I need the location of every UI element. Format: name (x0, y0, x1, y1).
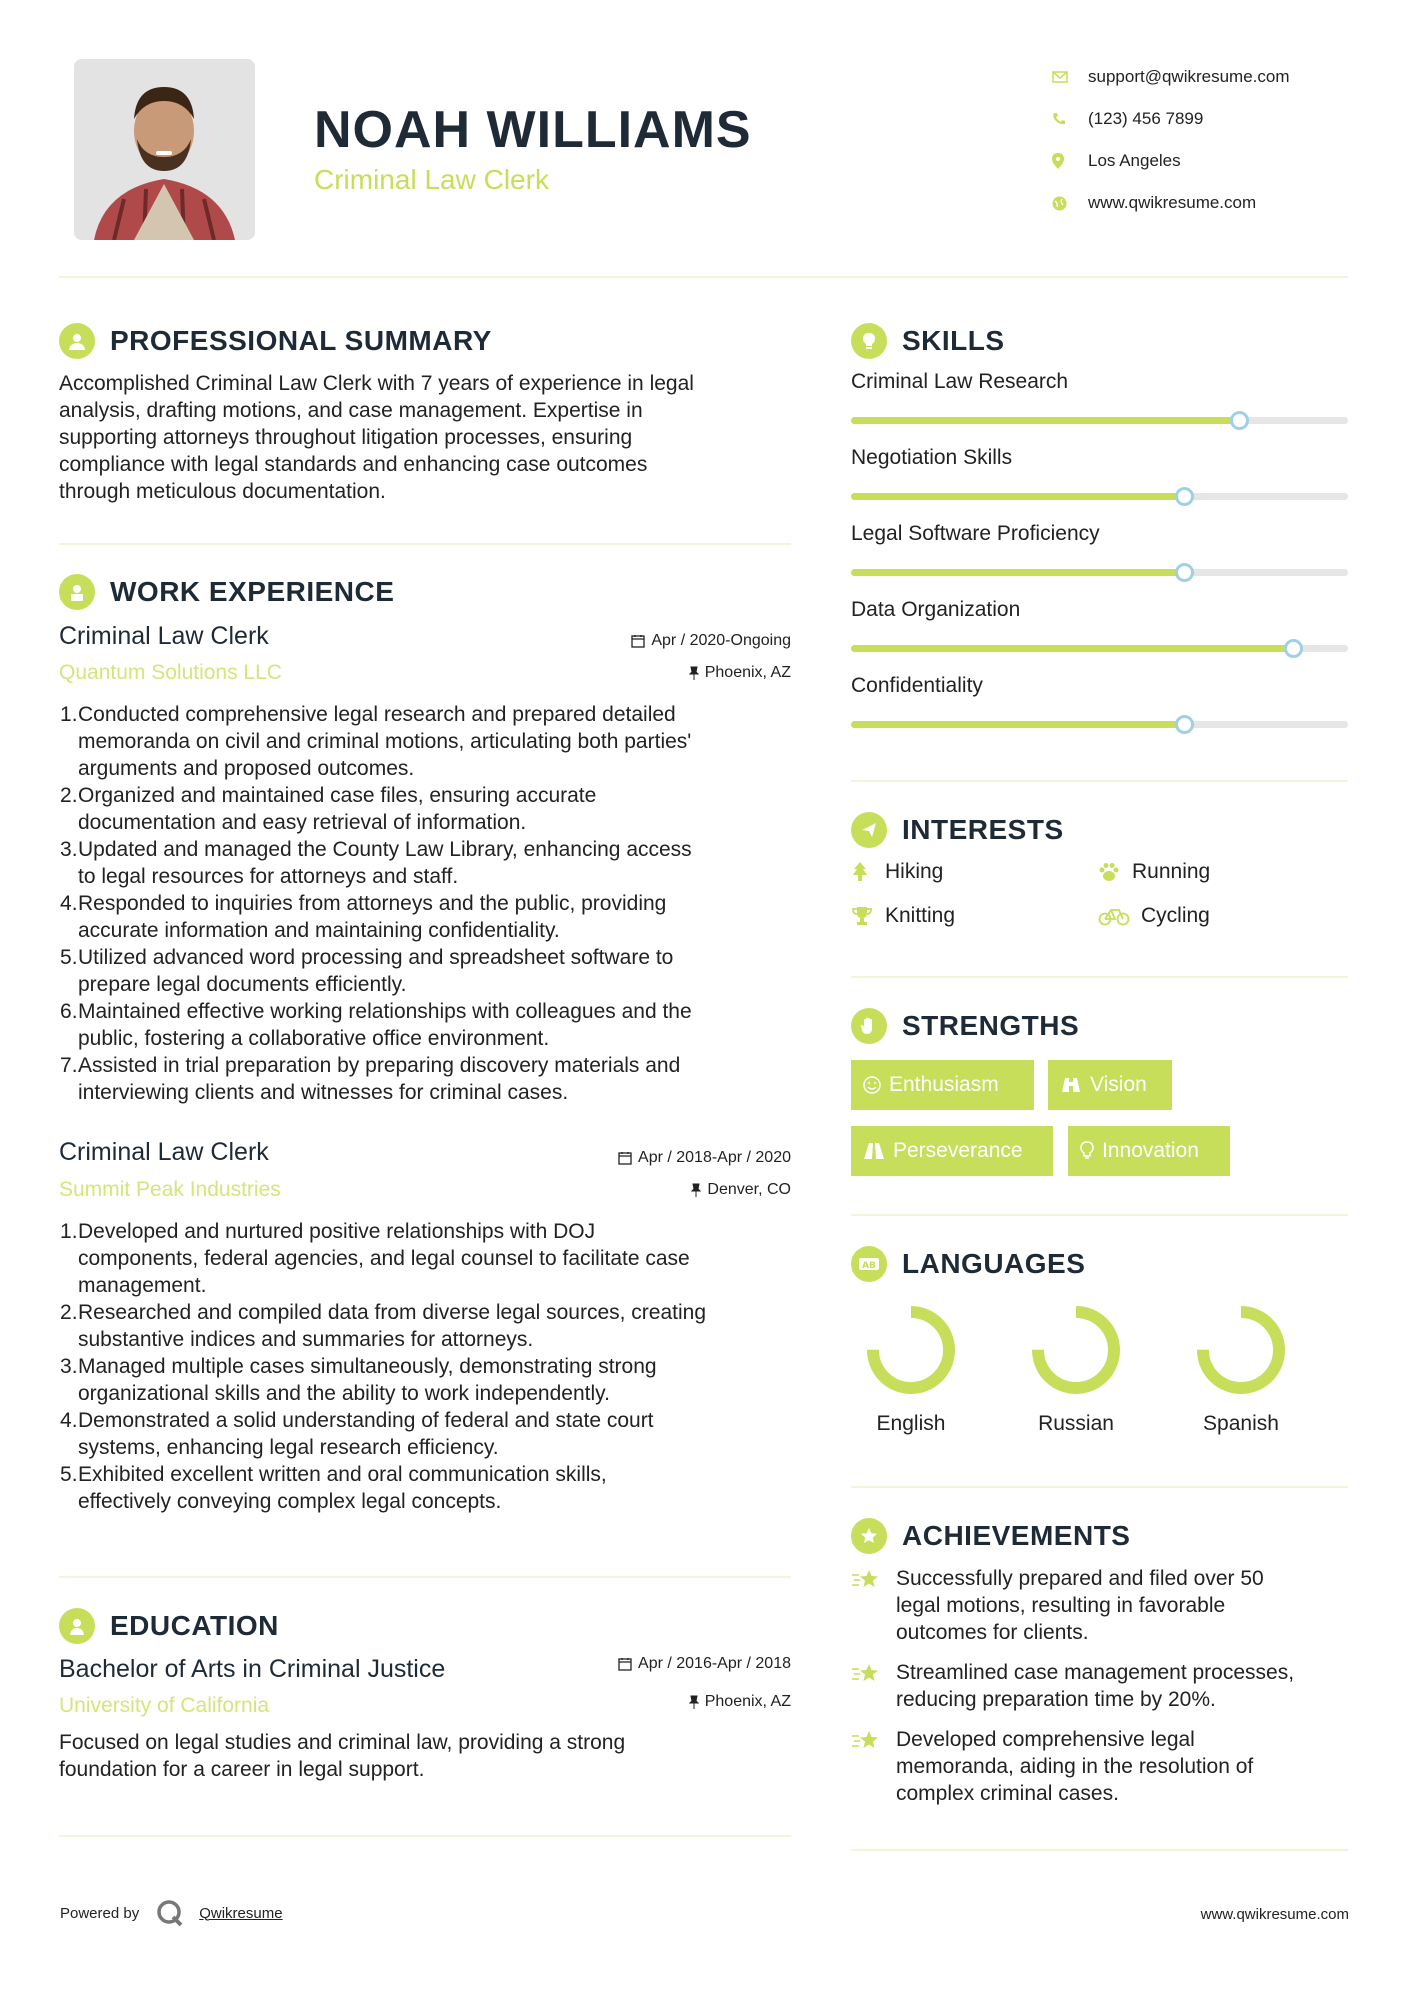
skill-bar (851, 569, 1348, 576)
globe-icon (1052, 193, 1088, 213)
calendar-icon (618, 1151, 632, 1165)
strengths-title: STRENGTHS (902, 1010, 1080, 1041)
hand-icon (851, 1008, 887, 1044)
candidate-name: NOAH WILLIAMS (314, 101, 752, 159)
contact-location (1052, 140, 1372, 182)
lightbulb-icon (1080, 1141, 1094, 1161)
skill-name: Confidentiality (851, 674, 983, 697)
pushpin-icon (689, 666, 699, 680)
education-divider (59, 1835, 791, 1837)
list-item: Assisted in trial preparation by preparing discovery materials and interviewing clients and witnesses for criminal cases. (78, 1054, 681, 1104)
language-ring-arc (1038, 1312, 1114, 1388)
skill-name: Negotiation Skills (851, 446, 1013, 469)
strength-chip-vision (1048, 1060, 1172, 1110)
summary-heading (59, 323, 492, 359)
header-divider (59, 276, 1348, 278)
summary-divider (59, 543, 791, 545)
bicycle-icon (1098, 906, 1141, 926)
pushpin-icon (689, 1695, 699, 1709)
paw-icon (1098, 862, 1132, 882)
strength-label: Perseverance (893, 1139, 1023, 1162)
contact-website-text: www.qwikresume.com (1088, 193, 1257, 212)
achievement-text: Developed comprehensive legal memoranda, aiding in the resolution of complex criminal cases. (896, 1728, 1254, 1805)
tree-icon (851, 861, 885, 883)
strengths-heading (851, 1008, 1079, 1044)
list-item: Managed multiple cases simultaneously, demonstrating strong organizational skills and the ability to work independently. (78, 1355, 657, 1405)
interests-divider (851, 976, 1348, 978)
interest-label: Cycling (1141, 904, 1210, 927)
interests-heading (851, 812, 1064, 848)
skill-bar-knob (1175, 563, 1194, 582)
skill-bar (851, 417, 1348, 424)
strength-chip-perseverance (851, 1126, 1053, 1176)
education-line: Focused on legal studies and criminal law, providing a strong (59, 1731, 626, 1754)
language-label: Spanish (1203, 1412, 1279, 1435)
footer-powered-by (60, 1898, 283, 1928)
strength-label: Vision (1090, 1073, 1147, 1096)
skills-title: SKILLS (902, 325, 1005, 356)
work-title: WORK EXPERIENCE (110, 576, 395, 607)
qwikresume-logo-icon (155, 1898, 185, 1928)
achievement-item (851, 1565, 1351, 1646)
list-item: Conducted comprehensive legal research and prepared detailed memoranda on civil and criminal motions, articulating both parties' arguments and proposed outcomes. (78, 703, 692, 780)
language-icon (851, 1246, 887, 1282)
skill-bar (851, 645, 1348, 652)
language-item (851, 1300, 971, 1436)
skills-heading (851, 323, 1005, 359)
calendar-icon (618, 1657, 632, 1671)
list-item: Updated and managed the County Law Library, enhancing access to legal resources for attorneys and staff. (78, 838, 692, 888)
strength-label: Innovation (1102, 1139, 1199, 1162)
map-pin-icon (1052, 151, 1088, 171)
smile-icon (863, 1076, 881, 1094)
achievements-heading (851, 1518, 1130, 1554)
skill-name: Legal Software Proficiency (851, 522, 1100, 545)
summary-text (59, 370, 799, 505)
language-ring (1191, 1300, 1291, 1400)
language-label: English (876, 1412, 946, 1435)
languages-heading (851, 1246, 1085, 1282)
strength-label: Enthusiasm (889, 1073, 999, 1096)
paper-plane-icon (851, 812, 887, 848)
lightbulb-icon (851, 323, 887, 359)
education-title: EDUCATION (110, 1610, 279, 1641)
job-1-title: Criminal Law Clerk (59, 622, 269, 650)
strength-chip-enthusiasm (851, 1060, 1034, 1110)
trophy-icon (851, 906, 885, 926)
interest-label: Hiking (885, 860, 944, 883)
summary-title: PROFESSIONAL SUMMARY (110, 325, 492, 356)
interest-running (1098, 860, 1210, 884)
summary-line: through meticulous documentation. (59, 480, 386, 503)
profile-photo (74, 59, 255, 240)
language-item (1016, 1300, 1136, 1436)
achievement-item (851, 1659, 1351, 1713)
skill-bar-fill (851, 569, 1184, 576)
language-label: Russian (1038, 1412, 1114, 1435)
job-2-location (691, 1181, 791, 1199)
list-item: Utilized advanced word processing and spreadsheet software to prepare legal documents efficiently. (78, 946, 674, 996)
powered-by-label: Powered by (60, 1904, 140, 1922)
education-line: foundation for a career in legal support. (59, 1758, 425, 1781)
achievements-title: ACHIEVEMENTS (902, 1520, 1131, 1551)
summary-line: Accomplished Criminal Law Clerk with 7 years of experience in legal (59, 372, 694, 395)
job-2-company: Summit Peak Industries (59, 1178, 281, 1201)
skill-bar-knob (1284, 639, 1303, 658)
work-heading (59, 574, 394, 610)
shooting-star-icon (851, 1726, 896, 1807)
contact-block (1052, 56, 1372, 224)
job-1-dates (631, 632, 791, 650)
briefcase-icon (59, 574, 95, 610)
skill-name: Criminal Law Research (851, 370, 1069, 393)
language-ring (1026, 1300, 1126, 1400)
languages-divider (851, 1486, 1348, 1488)
skill-bar-fill (851, 721, 1184, 728)
achievement-item (851, 1726, 1351, 1807)
language-ring (861, 1300, 961, 1400)
job-1-dates-text: Apr / 2020-Ongoing (651, 632, 791, 649)
job-2-location-text: Denver, CO (707, 1181, 791, 1198)
job-2-bullets (59, 1218, 799, 1515)
contact-phone-text: (123) 456 7899 (1088, 109, 1204, 128)
list-item: Responded to inquiries from attorneys and the public, providing accurate information and maintaining confidentiality. (78, 892, 667, 942)
education-degree: Bachelor of Arts in Criminal Justice (59, 1655, 446, 1683)
list-item: Demonstrated a solid understanding of federal and state court systems, enhancing legal research efficiency. (78, 1409, 654, 1459)
education-heading (59, 1608, 279, 1644)
education-dates-text: Apr / 2016-Apr / 2018 (638, 1655, 791, 1672)
interest-cycling (1098, 904, 1210, 928)
education-location-text: Phoenix, AZ (704, 1693, 791, 1710)
shooting-star-icon (851, 1659, 896, 1713)
svg-text:AB: AB (862, 1261, 876, 1271)
pushpin-icon (691, 1183, 701, 1197)
strengths-divider (851, 1214, 1348, 1216)
shooting-star-icon (851, 1565, 896, 1646)
interest-label: Running (1132, 860, 1211, 883)
achievements-divider (851, 1849, 1348, 1851)
education-description (59, 1729, 799, 1783)
road-icon (863, 1142, 885, 1160)
contact-email[interactable] (1052, 56, 1372, 98)
skill-bar (851, 721, 1348, 728)
job-1-location (689, 664, 791, 682)
skill-bar-fill (851, 417, 1239, 424)
binoculars-icon (1060, 1076, 1082, 1094)
job-1-company: Quantum Solutions LLC (59, 661, 282, 684)
skill-bar-fill (851, 493, 1184, 500)
skill-bar (851, 493, 1348, 500)
list-item: Maintained effective working relationships with colleagues and the public, fostering a collaborative office environment. (78, 1000, 692, 1050)
education-dates (618, 1655, 791, 1673)
list-item: Researched and compiled data from diverse legal sources, creating substantive indices and summaries for attorneys. (78, 1301, 707, 1351)
calendar-icon (631, 634, 645, 648)
list-item: Organized and maintained case files, ensuring accurate documentation and easy retrieval of information. (78, 784, 597, 834)
job-1-location-text: Phoenix, AZ (704, 664, 791, 681)
language-ring-arc (1203, 1312, 1279, 1388)
achievement-text: Streamlined case management processes, reducing preparation time by 20%. (896, 1661, 1295, 1711)
skill-bar-knob (1175, 715, 1194, 734)
job-2-dates-text: Apr / 2018-Apr / 2020 (638, 1149, 791, 1166)
language-ring-arc (873, 1312, 949, 1388)
contact-website[interactable] (1052, 182, 1372, 224)
footer-website[interactable]: www.qwikresume.com (1200, 1906, 1349, 1923)
education-location (689, 1693, 791, 1711)
list-item: Developed and nurtured positive relationships with DOJ components, federal agencies, and legal counsel to facilitate case management. (78, 1220, 690, 1297)
candidate-title: Criminal Law Clerk (314, 164, 549, 195)
skill-bar-fill (851, 645, 1293, 652)
qwikresume-link[interactable]: Qwikresume (199, 1904, 283, 1922)
interests-title: INTERESTS (902, 814, 1064, 845)
interest-knitting (851, 904, 955, 928)
list-item: Exhibited excellent written and oral communication skills, effectively conveying complex legal concepts. (78, 1463, 607, 1513)
work-divider (59, 1576, 791, 1578)
contact-email-text: support@qwikresume.com (1088, 67, 1290, 86)
graduation-icon (59, 1608, 95, 1644)
skill-bar-knob (1175, 487, 1194, 506)
skill-name: Data Organization (851, 598, 1021, 621)
phone-icon (1052, 109, 1088, 129)
contact-phone[interactable] (1052, 98, 1372, 140)
languages-title: LANGUAGES (902, 1248, 1086, 1279)
user-icon (59, 323, 95, 359)
job-1-bullets (59, 701, 799, 1106)
education-school: University of California (59, 1694, 270, 1717)
summary-line: compliance with legal standards and enhancing case outcomes (59, 453, 648, 476)
summary-line: analysis, drafting motions, and case management. Expertise in (59, 399, 643, 422)
language-item (1181, 1300, 1301, 1436)
achievement-text: Successfully prepared and filed over 50 legal motions, resulting in favorable outcomes for clients. (896, 1567, 1264, 1644)
envelope-icon (1052, 67, 1088, 87)
strength-chip-innovation (1068, 1126, 1230, 1176)
summary-line: supporting attorneys throughout litigation processes, ensuring (59, 426, 633, 449)
job-2-title: Criminal Law Clerk (59, 1138, 269, 1166)
contact-location-text: Los Angeles (1088, 151, 1181, 170)
skill-bar-knob (1230, 411, 1249, 430)
skills-divider (851, 780, 1348, 782)
star-badge-icon (851, 1518, 887, 1554)
interest-label: Knitting (885, 904, 956, 927)
job-2-dates (618, 1149, 791, 1167)
interest-hiking (851, 860, 943, 884)
